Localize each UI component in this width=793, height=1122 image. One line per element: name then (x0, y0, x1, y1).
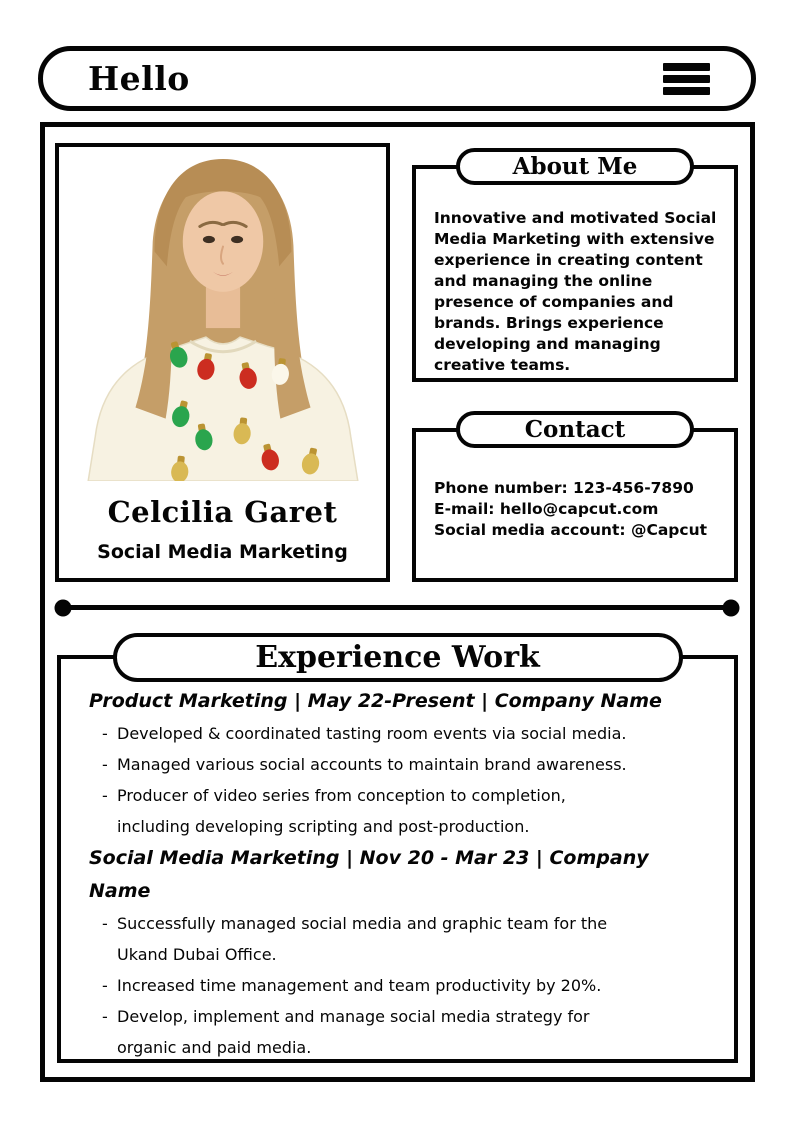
profile-card (55, 143, 390, 582)
about-text: Innovative and motivated Social Media Marketing with extensive experience in creating content and managing the online presence of companies and brands. Brings experience developing and managing creative teams. (434, 209, 717, 374)
contact-item: E-mail: hello@capcut.com (434, 500, 659, 518)
profile-name: Celcilia Garet (107, 495, 338, 529)
page-title: Hello (88, 59, 190, 98)
bullet-dash: - (102, 724, 108, 743)
job-title: Social Media Marketing | Nov 20 - Mar 23 | Company Name (89, 847, 649, 902)
bullet-text: Develop, implement and manage social media strategy for organic and paid media. (117, 1007, 590, 1057)
job-bullet (89, 780, 714, 842)
section-divider (63, 605, 731, 610)
header-bar (38, 46, 756, 111)
about-section (412, 153, 738, 382)
bullet-text: Managed various social accounts to maintain brand awareness. (117, 755, 627, 774)
contact-heading: Contact (456, 411, 694, 448)
experience-body (89, 685, 714, 1063)
job-bullet (89, 1001, 714, 1063)
bullet-text: Producer of video series from conception to completion, including developing scripting and post-production. (117, 786, 566, 836)
profile-role: Social Media Marketing (97, 541, 348, 563)
job-bullet (89, 970, 714, 1001)
hamburger-menu-icon[interactable] (663, 63, 710, 95)
profile-photo-illustration (72, 149, 374, 481)
experience-heading: Experience Work (113, 633, 683, 682)
bullet-text: Successfully managed social media and graphic team for the Ukand Dubai Office. (117, 914, 608, 964)
divider-dot-left (55, 599, 72, 616)
bullet-dash: - (102, 755, 108, 774)
bullet-text: Developed & coordinated tasting room events via social media. (117, 724, 627, 743)
job-bullet (89, 749, 714, 780)
contact-list (434, 478, 732, 541)
about-heading: About Me (456, 148, 694, 185)
bullet-dash: - (102, 786, 108, 805)
bullet-dash: - (102, 976, 108, 995)
bullet-text: Increased time management and team productivity by 20%. (117, 976, 602, 995)
bullet-dash: - (102, 914, 108, 933)
contact-item: Social media account: @Capcut (434, 521, 708, 539)
job-title: Product Marketing | May 22-Present | Company Name (89, 690, 662, 712)
contact-section (412, 416, 738, 582)
job-bullet (89, 718, 714, 749)
contact-item: Phone number: 123-456-7890 (434, 479, 694, 497)
divider-dot-right (723, 599, 740, 616)
experience-section (57, 640, 738, 1063)
job-bullet (89, 908, 714, 970)
bullet-dash: - (102, 1007, 108, 1026)
